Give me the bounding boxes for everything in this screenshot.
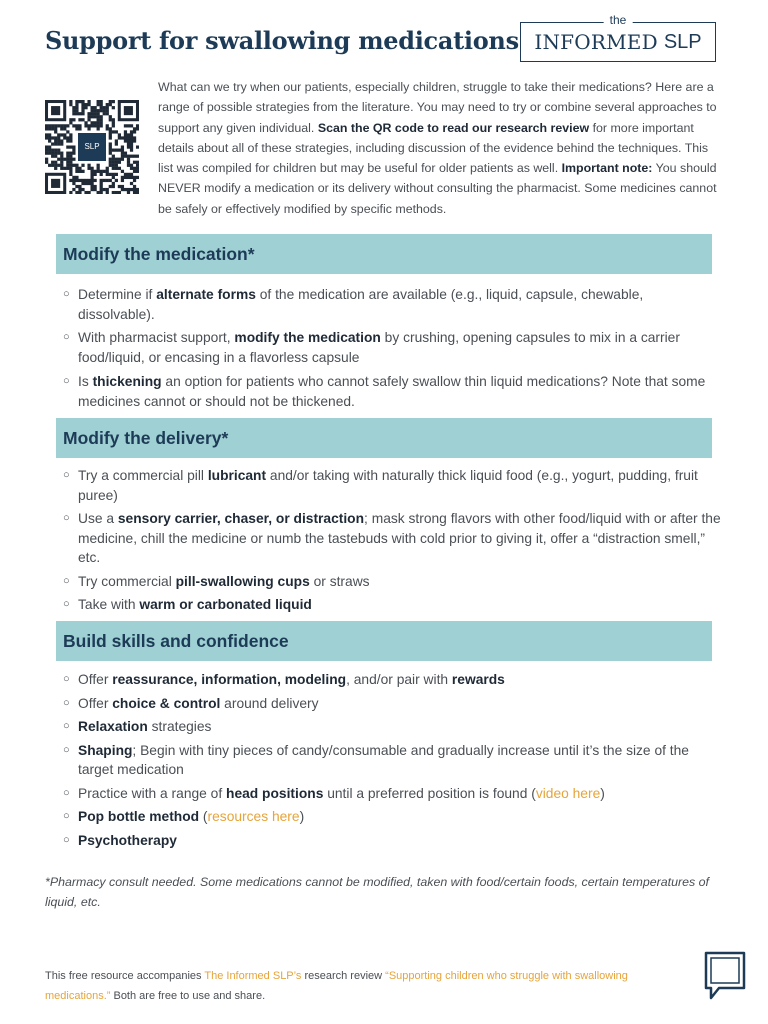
list-item: ○ Shaping; Begin with tiny pieces of candy/consumable and gradually increase until it’s the size of the target medication — [63, 741, 723, 780]
list-item: ○ Is thickening an option for patients who cannot safely swallow thin liquid medications? Note that some medicines cannot or should not be thickened. — [63, 372, 723, 411]
footer-credit: This free resource accompanies The Informed SLP’s research review “Supporting children who struggle with swallowing medications.” Both are free to use and share. — [45, 970, 628, 1002]
list-item: ○ Take with warm or carbonated liquid — [63, 595, 723, 615]
modify-medication-list — [63, 285, 723, 411]
list-item: ○ Offer choice & control around delivery — [63, 694, 723, 714]
list-item: ○ With pharmacist support, modify the medication by crushing, opening capsules to mix in a carrier food/liquid, or encasing in a flavorless capsule — [63, 328, 723, 367]
resources-here-link[interactable]: resources here — [207, 809, 300, 824]
video-here-link[interactable]: video here — [535, 785, 601, 801]
list-item: ○ Offer reassurance, information, modeling, and/or pair with rewards — [63, 670, 723, 690]
build-skills-list — [63, 670, 723, 850]
list-item: ○ Practice with a range of head positions until a preferred position is found (video here) — [63, 784, 723, 804]
page-title: Support for swallowing medications — [45, 26, 519, 55]
list-item: ○ Psychotherapy — [63, 831, 723, 851]
informed-slp-logo[interactable] — [520, 13, 716, 62]
research-review-link[interactable]: “Supporting children who struggle with swallowing medications.” — [45, 970, 628, 1002]
speech-bubble-icon — [703, 950, 747, 1002]
logo-informed: INFORMED — [534, 30, 658, 54]
scan-qr-callout: Scan the QR code to read our research review — [317, 120, 590, 135]
informed-slp-link[interactable]: The Informed SLP’s — [204, 970, 302, 982]
logo-slp: SLP — [663, 30, 702, 53]
pharmacy-footnote: *Pharmacy consult needed. Some medications cannot be modified, taken with food/certain foods, certain temperatures of liquid, etc. — [45, 875, 709, 909]
section-header-modify-medication: Modify the medication* — [56, 234, 712, 274]
list-item: ○ Use a sensory carrier, chaser, or distraction; mask strong flavors with other food/liquid with or after the medicine, chill the medicine or numb the tastebuds with cold prior to giving it, offer a “distraction smell,” etc. — [63, 509, 723, 568]
intro-paragraph: What can we try when our patients, especially children, struggle to take their medications? Here are a range of possible strategies from the literature. You may need to try or combine several approaches to support any given individual. Scan the QR code to read our research review for more important details about all of these strategies, including discussion of the evidence behind the techniques. This list was compiled for children but may be useful for older patients as well. Important note: You should NEVER modify a medication or its delivery without consulting the pharmacist. Some medicines cannot be safely or effectively modified by specific methods. — [158, 80, 717, 216]
list-item: ○ Pop bottle method (resources here) — [63, 807, 723, 827]
list-item: ○ Determine if alternate forms of the medication are available (e.g., liquid, capsule, chewable, dissolvable). — [63, 285, 723, 324]
list-item: ○ Try a commercial pill lubricant and/or taking with naturally thick liquid food (e.g., yogurt, pudding, fruit puree) — [63, 466, 723, 505]
logo-the: the — [604, 13, 633, 27]
list-item: ○ Try commercial pill-swallowing cups or straws — [63, 572, 723, 592]
section-header-modify-delivery: Modify the delivery* — [56, 418, 712, 458]
section-header-build-skills: Build skills and confidence — [56, 621, 712, 661]
qr-center-logo: SLP — [78, 133, 106, 161]
qr-code[interactable] — [45, 100, 139, 194]
list-item: ○ Relaxation strategies — [63, 717, 723, 737]
modify-delivery-list — [63, 466, 723, 615]
important-note-label: Important note: — [561, 161, 653, 176]
